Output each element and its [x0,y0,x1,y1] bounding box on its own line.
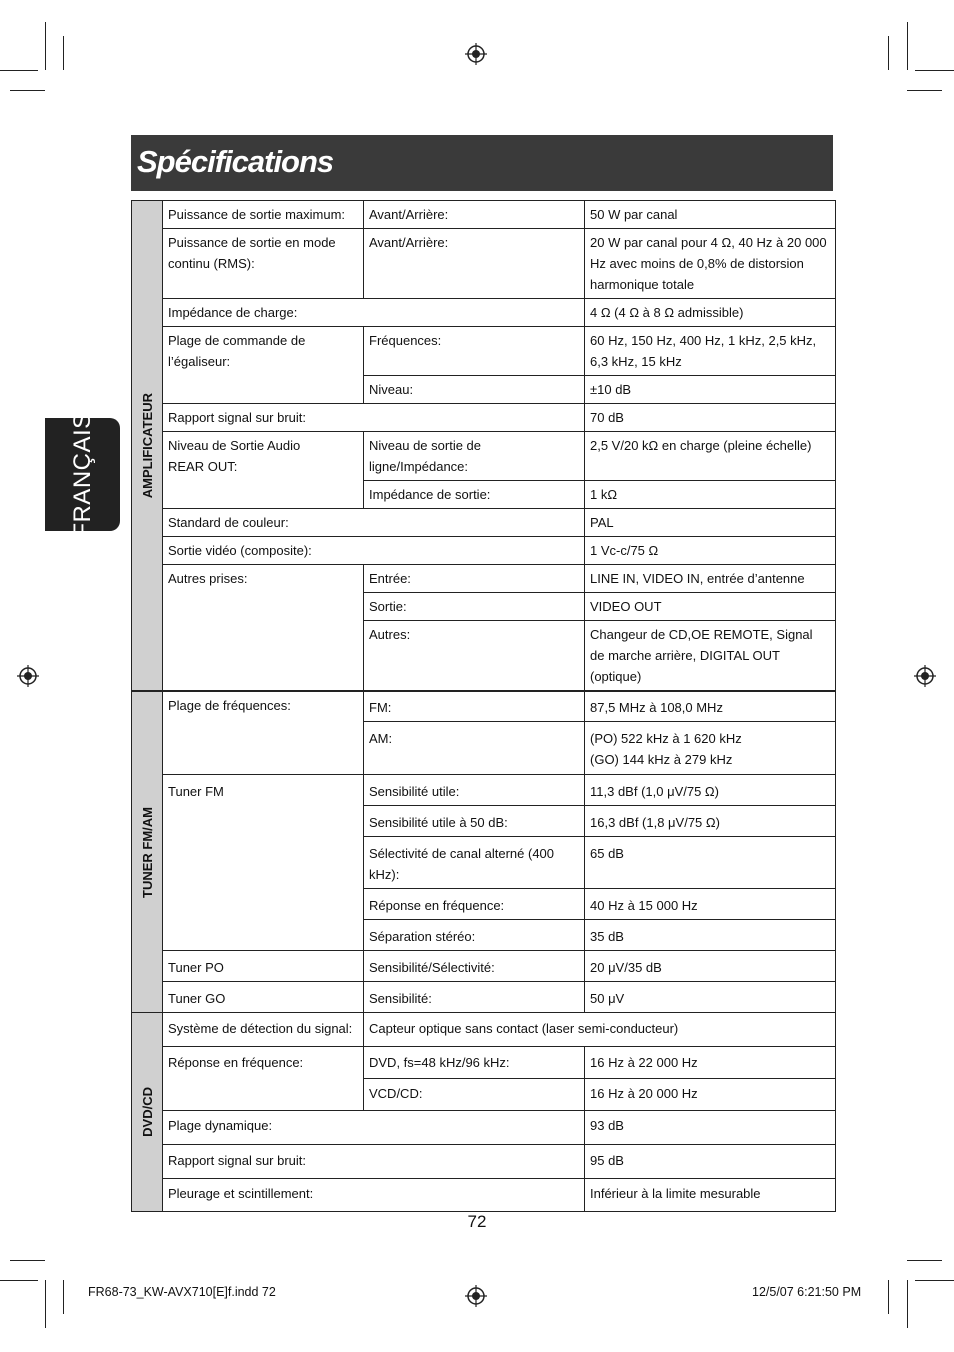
table-row [132,1047,836,1079]
crop-mark [907,1260,942,1261]
table-row [132,201,836,229]
spec-value: Changeur de CD,OE REMOTE, Signal de marche arrière, DIGITAL OUT (optique) [585,621,836,692]
spec-sublabel: Entrée: [364,565,585,593]
footer-file-info: FR68-73_KW-AVX710[E]f.indd 72 [88,1285,276,1299]
table-row [132,1111,836,1145]
spec-value: ±10 dB [585,376,836,404]
spec-label: Réponse en fréquence: [163,1047,364,1111]
table-row [132,1013,836,1047]
spec-sublabel: Fréquences: [364,327,585,376]
table-row [132,565,836,593]
spec-label: Rapport signal sur bruit: [163,1145,585,1179]
footer-timestamp: 12/5/07 6:21:50 PM [752,1285,862,1299]
spec-label: Niveau de Sortie Audio REAR OUT: [163,432,364,509]
crop-mark [63,1280,64,1314]
spec-sublabel: Impédance de sortie: [364,481,585,509]
registration-mark-icon [914,665,936,687]
spec-label: Sortie vidéo (composite): [163,537,585,565]
spec-value: 20 W par canal pour 4 Ω, 40 Hz à 20 000 Hz avec moins de 0,8% de distorsion harmonique totale [585,229,836,299]
table-row [132,775,836,806]
spec-value: 16 Hz à 22 000 Hz [585,1047,836,1079]
spec-sublabel: Sensibilité: [364,982,585,1013]
spec-sublabel: Sensibilité utile: [364,775,585,806]
spec-label: Pleurage et scintillement: [163,1179,585,1212]
spec-value: 35 dB [585,920,836,951]
table-row [132,537,836,565]
page-number: 72 [467,1212,487,1231]
spec-value: 87,5 MHz à 108,0 MHz [585,691,836,722]
crop-mark [0,1280,38,1281]
spec-sublabel: Avant/Arrière: [364,229,585,299]
spec-label: Tuner GO [163,982,364,1013]
spec-sublabel: VCD/CD: [364,1079,585,1111]
spec-sublabel: Niveau: [364,376,585,404]
spec-value: 16,3 dBf (1,8 μV/75 Ω) [585,806,836,837]
spec-sublabel: Niveau de sortie de ligne/Impédance: [364,432,585,481]
crop-mark [0,70,38,71]
table-row [132,982,836,1013]
spec-value: 93 dB [585,1111,836,1145]
spec-label: Rapport signal sur bruit: [163,404,585,432]
table-row [132,404,836,432]
language-tab [45,411,120,538]
spec-value: Capteur optique sans contact (laser semi-conducteur) [364,1013,836,1047]
crop-mark [907,22,908,70]
spec-value: 11,3 dBf (1,0 μV/75 Ω) [585,775,836,806]
spec-value: 4 Ω (4 Ω à 8 Ω admissible) [585,299,836,327]
crop-mark [915,1280,954,1281]
table-row [132,691,836,722]
spec-sublabel: DVD, fs=48 kHz/96 kHz: [364,1047,585,1079]
section-dvd-cd: DVD/CD [132,1013,163,1212]
table-row [132,951,836,982]
spec-label: Tuner PO [163,951,364,982]
crop-mark [45,22,46,70]
crop-mark [10,90,45,91]
spec-value: 65 dB [585,837,836,889]
spec-sublabel: Séparation stéréo: [364,920,585,951]
table-row [132,229,836,299]
spec-label: Puissance de sortie en mode continu (RMS): [163,229,364,299]
spec-sublabel: Avant/Arrière: [364,201,585,229]
spec-sublabel: Sensibilité utile à 50 dB: [364,806,585,837]
crop-mark [888,36,889,70]
spec-value: PAL [585,509,836,537]
spec-label: Plage dynamique: [163,1111,585,1145]
crop-mark [907,90,942,91]
spec-value: 60 Hz, 150 Hz, 400 Hz, 1 kHz, 2,5 kHz, 6,3 kHz, 15 kHz [585,327,836,376]
crop-mark [915,70,954,71]
page-title: Spécifications [137,144,334,179]
registration-mark-icon [465,1285,487,1307]
spec-label: Autres prises: [163,565,364,692]
spec-sublabel: FM: [364,691,585,722]
crop-mark [63,36,64,70]
table-row [132,1179,836,1212]
table-row [132,509,836,537]
spec-value: 16 Hz à 20 000 Hz [585,1079,836,1111]
registration-mark-icon [17,665,39,687]
spec-label: Plage de commande de l’égaliseur: [163,327,364,404]
spec-value: LINE IN, VIDEO IN, entrée d’antenne [585,565,836,593]
section-tuner: TUNER FM/AM [132,691,163,1013]
spec-sublabel: Sortie: [364,593,585,621]
spec-value: 40 Hz à 15 000 Hz [585,889,836,920]
table-row [132,432,836,481]
spec-sublabel: Autres: [364,621,585,692]
spec-value: (PO) 522 kHz à 1 620 kHz (GO) 144 kHz à 279 kHz [585,722,836,775]
spec-value: 95 dB [585,1145,836,1179]
spec-value: 1 kΩ [585,481,836,509]
spec-value: 20 μV/35 dB [585,951,836,982]
spec-value: 50 μV [585,982,836,1013]
spec-label: Standard de couleur: [163,509,585,537]
spec-value: 70 dB [585,404,836,432]
crop-mark [45,1280,46,1328]
section-amplificateur: AMPLIFICATEUR [132,201,163,692]
spec-label: Puissance de sortie maximum: [163,201,364,229]
page-header [131,135,833,191]
spec-label: Impédance de charge: [163,299,585,327]
spec-value: VIDEO OUT [585,593,836,621]
crop-mark [888,1280,889,1314]
spec-value: 1 Vc-c/75 Ω [585,537,836,565]
table-row [132,299,836,327]
spec-value: 50 W par canal [585,201,836,229]
language-tab-label: FRANÇAIS [68,411,96,538]
spec-table [131,200,836,1212]
spec-sublabel: AM: [364,722,585,775]
spec-label: Système de détection du signal: [163,1013,364,1047]
spec-value: 2,5 V/20 kΩ en charge (pleine échelle) [585,432,836,481]
spec-label: Tuner FM [163,775,364,951]
spec-sublabel: Réponse en fréquence: [364,889,585,920]
spec-value: Inférieur à la limite mesurable [585,1179,836,1212]
crop-mark [907,1280,908,1328]
registration-mark-icon [465,43,487,65]
crop-mark [10,1260,45,1261]
table-row [132,1145,836,1179]
table-row [132,327,836,376]
spec-sublabel: Sélectivité de canal alterné (400 kHz): [364,837,585,889]
spec-sublabel: Sensibilité/Sélectivité: [364,951,585,982]
spec-label: Plage de fréquences: [163,691,364,775]
